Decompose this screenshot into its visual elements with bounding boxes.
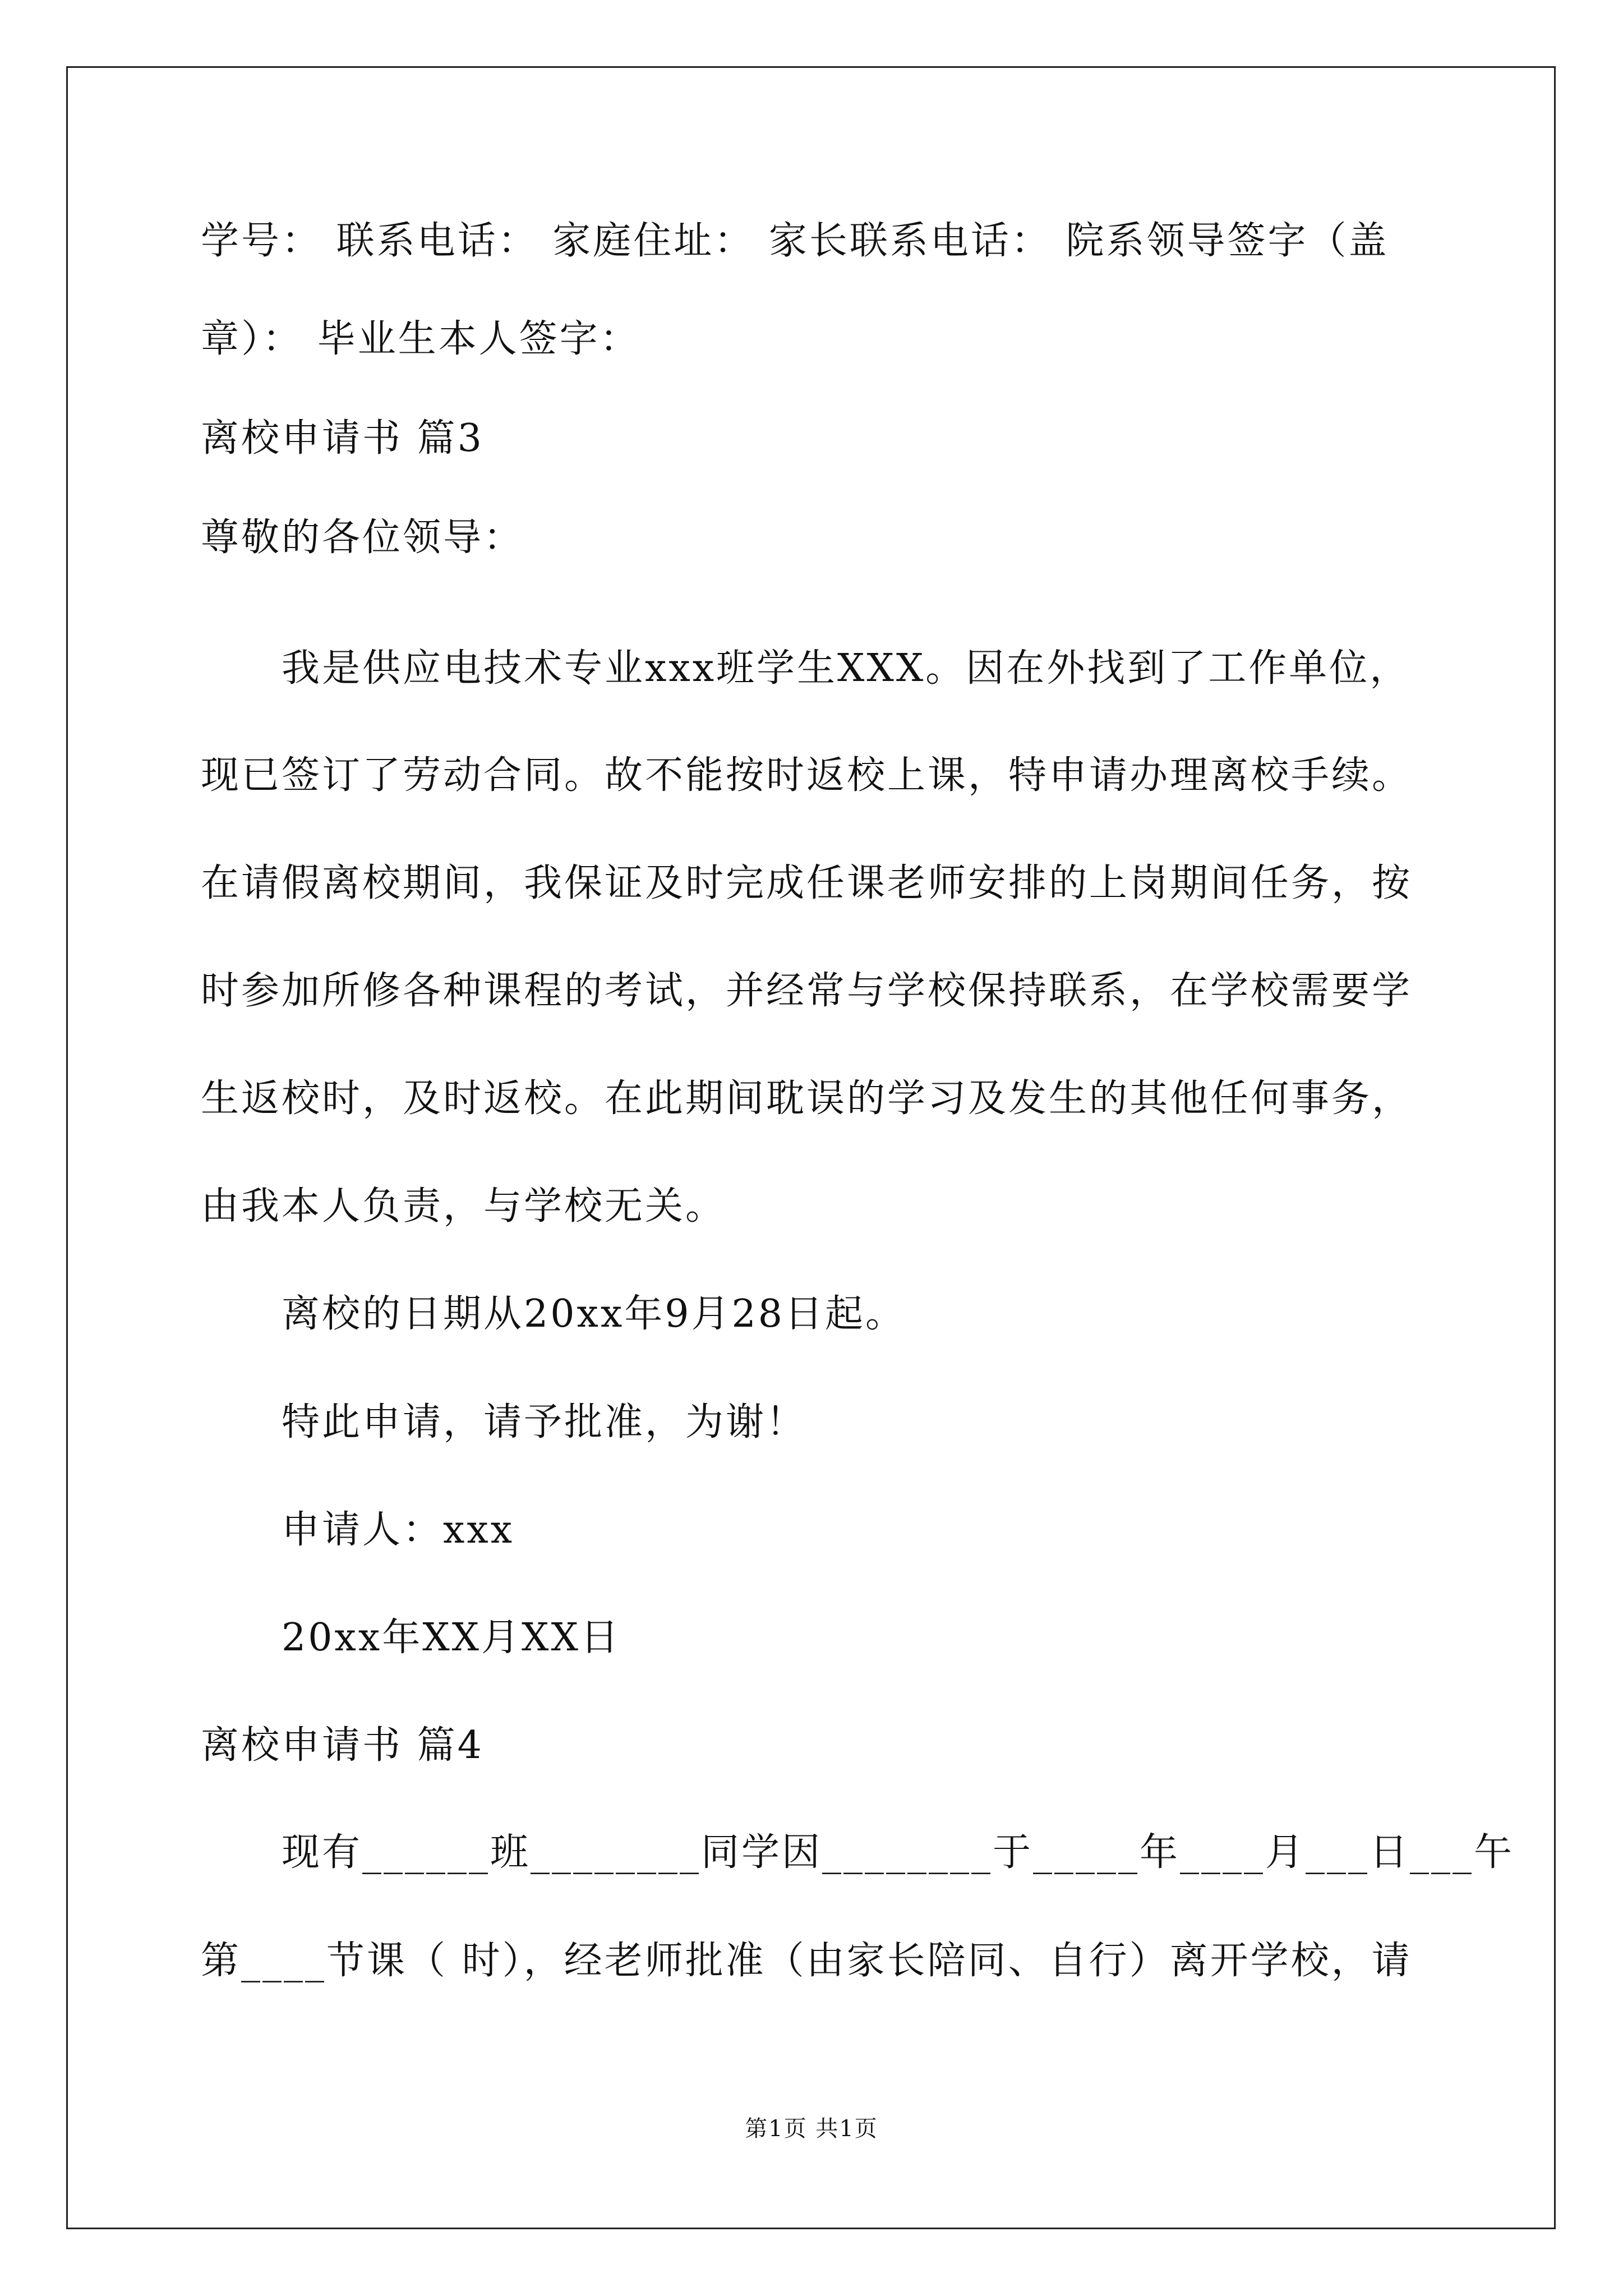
paragraph-line: 现已签订了劳动合同。故不能按时返校上课，特申请办理离校手续。 [201, 753, 1413, 798]
paragraph-line: 我是供应电技术专业xxx班学生XXX。因在外找到了工作单位， [282, 646, 1410, 691]
page-border [66, 66, 1556, 2229]
form-line-2: 第____节课（ 时），经老师批准（由家长陪同、自行）离开学校，请 [201, 1939, 1412, 1983]
applicant-line: 申请人：xxx [282, 1508, 515, 1552]
closing-line: 特此申请，请予批准，为谢！ [282, 1400, 807, 1444]
form-line-1: 现有______班________同学因________于_____年____月___日___午 [282, 1830, 1515, 1875]
paragraph-line: 由我本人负责，与学校无关。 [201, 1184, 726, 1228]
sign-date-line: 20xx年XX月XX日 [282, 1616, 621, 1660]
paragraph-line: 时参加所修各种课程的考试，并经常与学校保持联系，在学校需要学 [201, 969, 1413, 1013]
section-heading-3: 离校申请书 篇3 [201, 416, 484, 461]
contact-fields-line-1: 学号： 联系电话： 家庭住址： 家长联系电话： 院系领导签字（盖 [201, 219, 1389, 263]
page-footer: 第1页 共1页 [745, 2116, 878, 2142]
section-heading-4: 离校申请书 篇4 [201, 1723, 484, 1768]
paragraph-line: 生返校时，及时返校。在此期间耽误的学习及发生的其他任何事务， [201, 1076, 1413, 1121]
salutation: 尊敬的各位领导： [201, 516, 524, 560]
paragraph-line: 在请假离校期间，我保证及时完成任课老师安排的上岗期间任务，按 [201, 861, 1413, 905]
contact-fields-line-2: 章）： 毕业生本人签字： [201, 317, 640, 361]
leave-date-line: 离校的日期从20xx年9月28日起。 [282, 1292, 906, 1336]
